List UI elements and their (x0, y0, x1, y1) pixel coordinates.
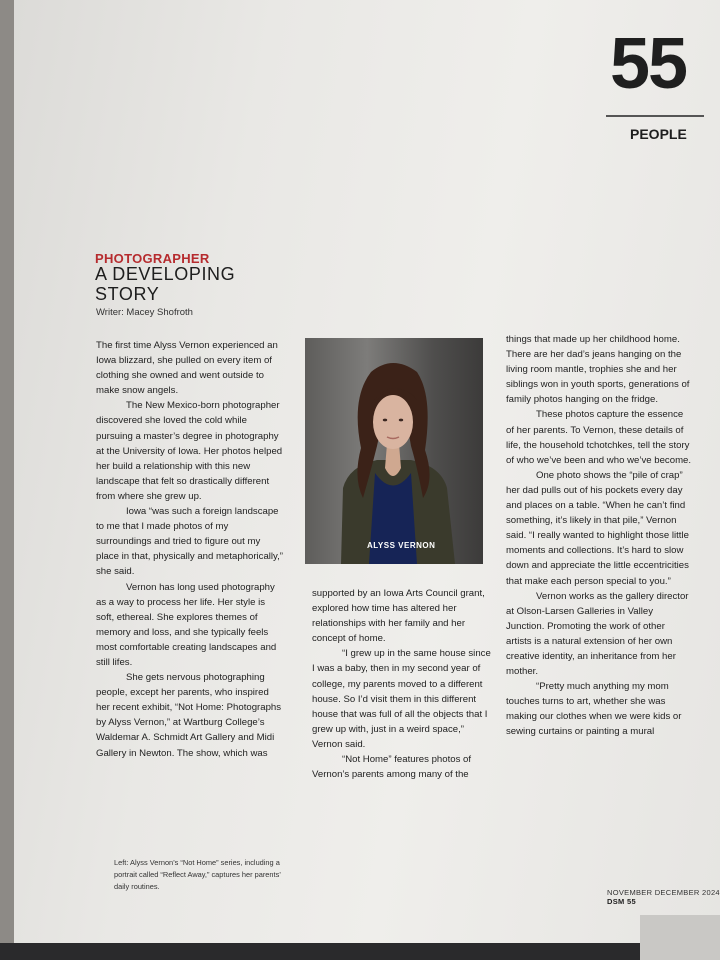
background-surface (640, 915, 720, 960)
folio-page-number: 55 (626, 897, 636, 906)
photo-caption: ALYSS VERNON (367, 541, 436, 550)
paragraph: One photo shows the “pile of crap” her dad pulls out of his pockets every day and places on a table. “When he can’t find something, it’s likely in that pile,” Vernon said. “I really wanted to highlight those little moments and collections. It’s hard to slow down and appreciate the little eccentricities that make each person special to you.” (506, 469, 689, 587)
paragraph: The New Mexico-born photographer discovered she loved the cold while pursuing a master’s degree in photography at the University of Iowa. Her photos helped her build a relationship with this new landscape that felt so drastically different from where she grew up. (96, 400, 283, 502)
paragraph: supported by an Iowa Arts Council grant, explored how time has altered her relationships with her family and her concept of home. (312, 588, 485, 645)
paragraph: Iowa “was such a foreign landscape to me that I made photos of my surroundings and tried to figure out my place in that, physically and metaphorically,” she said. (96, 506, 283, 578)
body-column-2 (312, 586, 496, 782)
magazine-name: DSM (607, 897, 625, 906)
magazine-page (14, 0, 720, 945)
portrait-illustration (305, 338, 483, 564)
folio (607, 888, 720, 906)
background-edge (0, 943, 720, 960)
paragraph: “Not Home” features photos of Vernon’s parents among many of the (312, 754, 472, 781)
divider-rule (606, 115, 704, 117)
issue-date: NOVEMBER DECEMBER 2024 (607, 888, 720, 897)
body-column-3 (506, 332, 692, 740)
article-byline: Writer: Macey Shofroth (96, 307, 193, 318)
headline-line-2: STORY (95, 284, 160, 304)
paragraph: These photos capture the essence of her parents. To Vernon, these details of life, the household tchotchkes, tell the story of who we’ve been and who we’ve become. (506, 409, 692, 466)
paragraph: Vernon has long used photography as a way to process her life. Her style is soft, ethereal. She explores themes of memory and loss, and she typically feels most comfortable creating landscapes and still lifes. (96, 581, 277, 668)
paragraph: “I grew up in the same house since I was a baby, then in my second year of college, my parents moved to a different house. So I’d visit them in this different house that was full of all the objects that I grew up with, just in a weird space,” Vernon said. (312, 648, 491, 750)
paragraph: things that made up her childhood home. There are her dad’s jeans hanging on the living room mantle, trophies she and her siblings won in youth sports, generations of family photos hanging on the fridge. (506, 334, 690, 406)
paragraph: “Pretty much anything my mom touches turns to art, whether she was making our clothes when we were kids or sewing curtains or painting a mural (506, 681, 682, 738)
article-kicker: PHOTOGRAPHER (95, 251, 210, 266)
paragraph: The first time Alyss Vernon experienced an Iowa blizzard, she pulled on every item of clothing she owned and went outside to make snow angels. (96, 340, 278, 397)
page-number-large: 55 (610, 24, 687, 104)
body-column-1 (96, 338, 284, 761)
paragraph: Vernon works as the gallery director at Olson-Larsen Galleries in Valley Junction. Promoting the work of other artists is a natural extension of her own creative identity, an inheritance from her mother. (506, 590, 689, 678)
portrait-photo (305, 338, 483, 564)
section-label: PEOPLE (630, 126, 687, 142)
article-headline (95, 264, 235, 304)
paragraph: She gets nervous photographing people, except her parents, who inspired her recent exhibit, “Not Home: Photographs by Alyss Vernon,” at Wartburg College’s Waldemar A. Schmidt Art Gallery and Midi Gallery in Newton. The show, which was (96, 672, 282, 759)
headline-line-1: A DEVELOPING (95, 264, 236, 284)
image-caption: Left: Alyss Vernon’s “Not Home” series, including a portrait called “Reflect Away,” captures her parents’ daily routines. (114, 858, 281, 891)
